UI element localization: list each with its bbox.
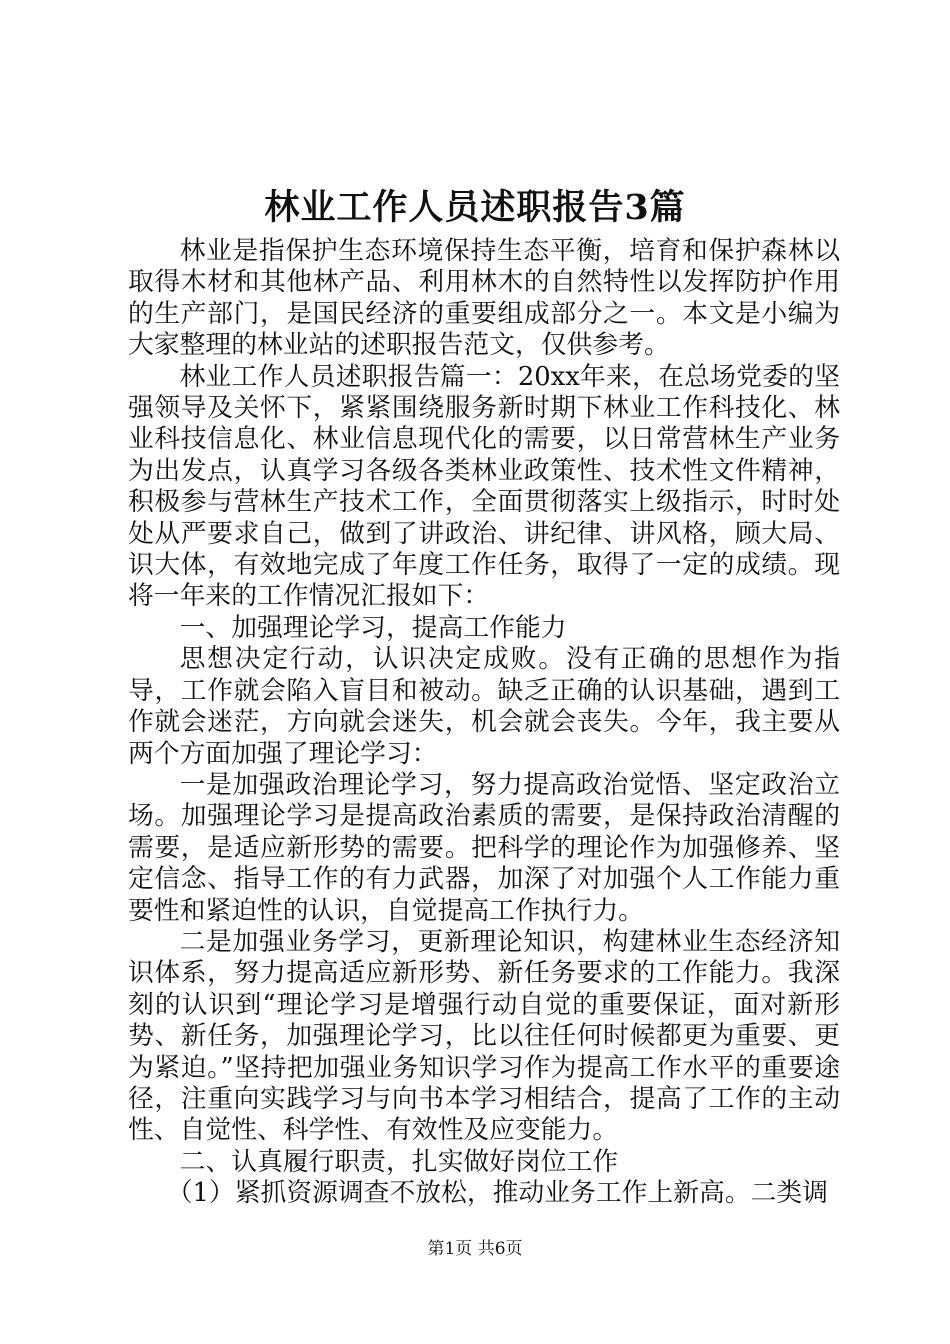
paragraph-business-study: 二是加强业务学习，更新理论知识，构建林业生态经济知识体系，努力提高适应新形势、新任务要求的工作能力。我深刻的认识到“理论学习是增强行动自觉的重要保证，面对新形势、新任务，加强理论学习，比以往任何时候都更为重要、更为紧迫。”坚持把加强业务知识学习作为提高工作水平的重要途径，注重向实践学习与向书本学习相结合，提高了工作的主动性、自觉性、科学性、有效性及应变能力。 [128,926,840,1146]
section-heading-1: 一、加强理论学习，提高工作能力 [179,612,567,643]
paragraph-report-opening: 林业工作人员述职报告篇一：20xx年来，在总场党委的坚强领导及关怀下，紧紧围绕服务新时期下林业工作科技化、林业科技信息化、林业信息现代化的需要，以日常营林生产业务为出发点，认真学习各级各类林业政策性、技术性文件精神，积极参与营林生产技术工作，全面贯彻落实上级指示，时时处处从严要求自己，做到了讲政治、讲纪律、讲风格，顾大局、识大体，有效地完成了年度工作任务，取得了一定的成绩。现将一年来的工作情况汇报如下： [128,361,840,612]
document-title: 林业工作人员述职报告3篇 [264,187,686,228]
paragraph-intro: 林业是指保护生态环境保持生态平衡，培育和保护森林以取得木材和其他林产品、利用林木的自然特性以发挥防护作用的生产部门，是国民经济的重要组成部分之一。本文是小编为大家整理的林业站的述职报告范文，仅供参考。 [128,236,840,361]
paragraph-political-study: 一是加强政治理论学习，努力提高政治觉悟、坚定政治立场。加强理论学习是提高政治素质的需要，是保持政治清醒的需要，是适应新形势的需要。把科学的理论作为加强修养、坚定信念、指导工作的有力武器，加深了对加强个人工作能力重要性和紧迫性的认识，自觉提高工作执行力。 [128,769,840,926]
paragraph-theory: 思想决定行动，认识决定成败。没有正确的思想作为指导，工作就会陷入盲目和被动。缺乏正确的认识基础，遇到工作就会迷茫，方向就会迷失，机会就会丧失。今年，我主要从两个方面加强了理论学习： [128,644,840,769]
paragraph-resource-survey: （1）紧抓资源调查不放松，推动业务工作上新高。二类调 [166,1178,829,1209]
page-number-footer: 第1页 共6页 [427,1239,523,1259]
section-heading-2: 二、认真履行职责，扎实做好岗位工作 [179,1146,619,1177]
document-body [128,236,840,1210]
